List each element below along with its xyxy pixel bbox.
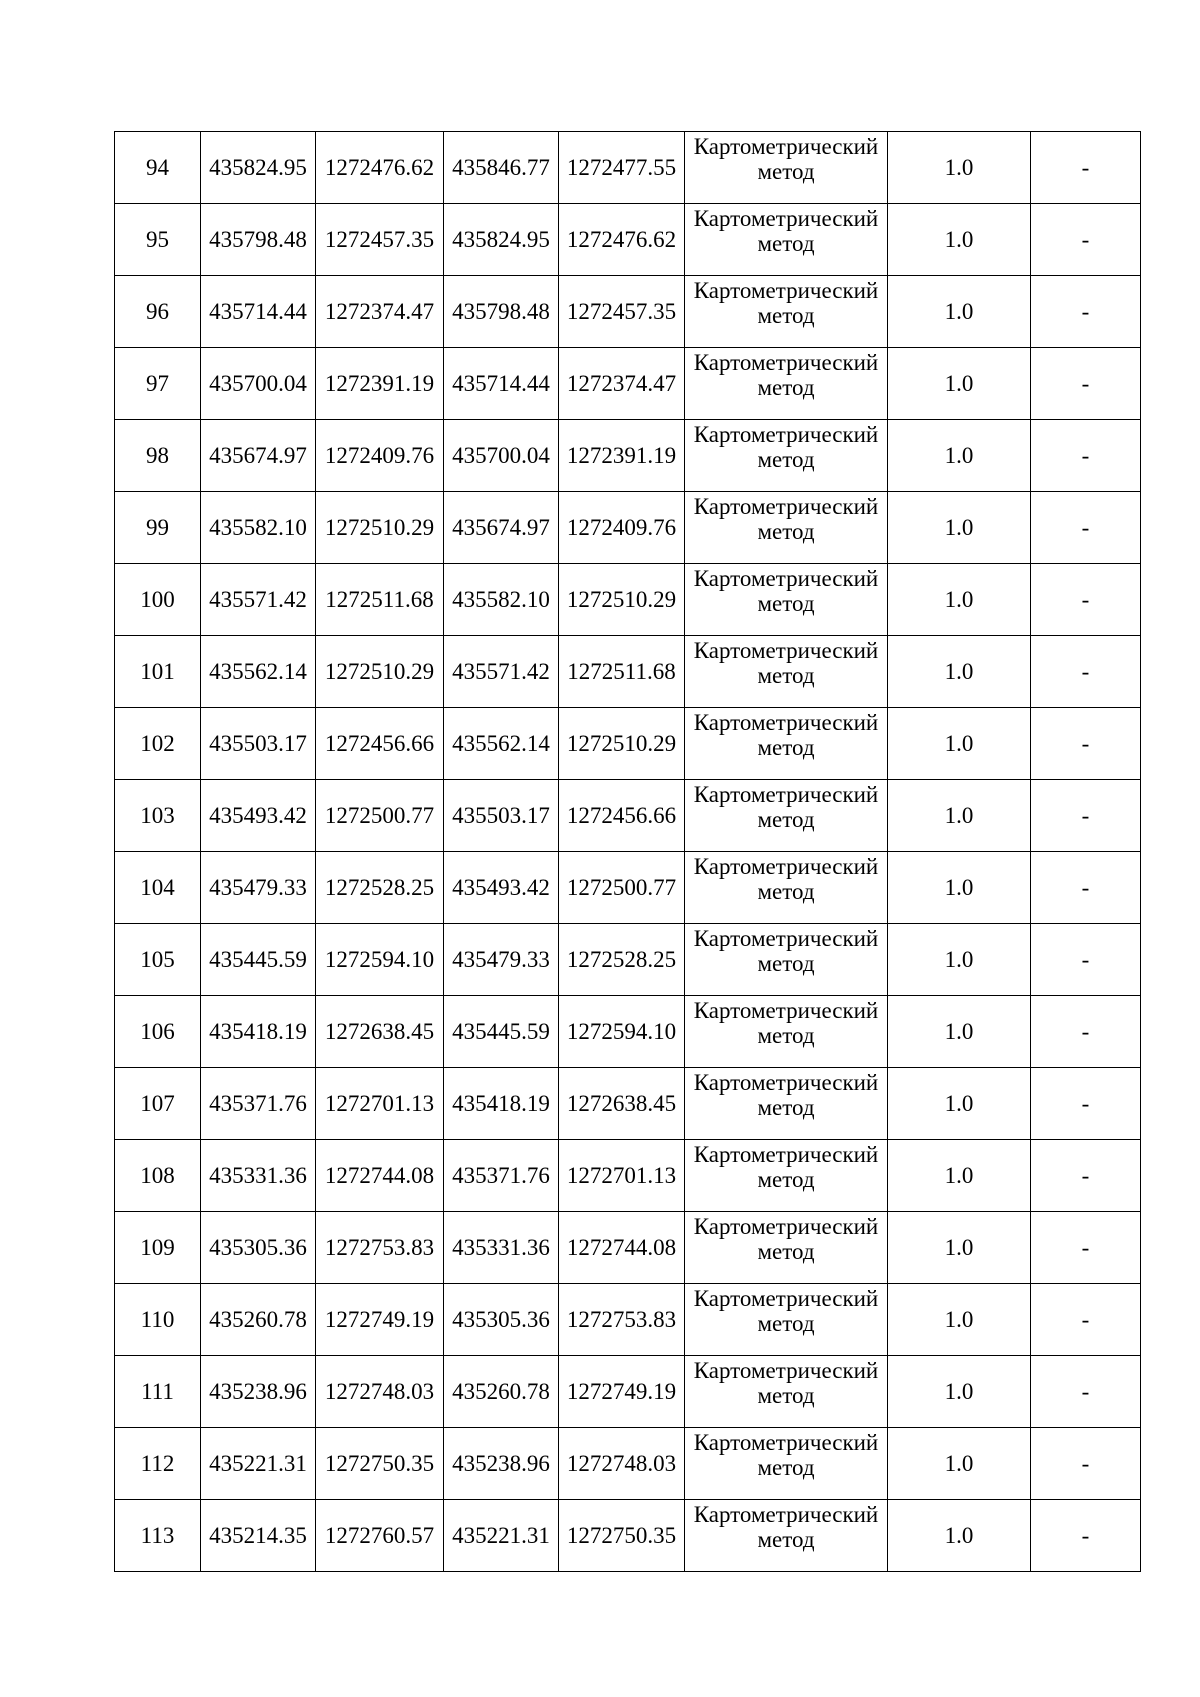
x-end-cell: 435479.33 [444,924,559,996]
method-line-1: Картометрический [693,350,879,375]
method-cell [685,204,888,276]
accuracy-cell: 1.0 [888,1356,1031,1428]
point-number-cell: 112 [115,1428,201,1500]
x-end-cell: 435418.19 [444,1068,559,1140]
y-end-cell: 1272753.83 [559,1284,685,1356]
x-start-cell: 435582.10 [201,492,316,564]
method-line-2: метод [757,1239,815,1264]
x-end-cell: 435846.77 [444,132,559,204]
point-number-cell: 95 [115,204,201,276]
y-start-cell: 1272701.13 [316,1068,444,1140]
point-number-cell: 108 [115,1140,201,1212]
accuracy-cell: 1.0 [888,1212,1031,1284]
y-end-cell: 1272638.45 [559,1068,685,1140]
x-start-cell: 435479.33 [201,852,316,924]
method-line-2: метод [757,663,815,688]
description-cell: - [1031,780,1141,852]
y-end-cell: 1272749.19 [559,1356,685,1428]
accuracy-cell: 1.0 [888,852,1031,924]
table-row [115,564,1141,636]
point-number-cell: 103 [115,780,201,852]
point-number-cell: 100 [115,564,201,636]
description-cell: - [1031,1212,1141,1284]
method-line-2: метод [757,519,815,544]
y-end-cell: 1272701.13 [559,1140,685,1212]
method-line-2: метод [757,1455,815,1480]
method-line-2: метод [757,1095,815,1120]
x-end-cell: 435562.14 [444,708,559,780]
description-cell: - [1031,132,1141,204]
method-line-2: метод [757,375,815,400]
method-line-1: Картометрический [693,278,879,303]
y-end-cell: 1272500.77 [559,852,685,924]
point-number-cell: 104 [115,852,201,924]
description-cell: - [1031,348,1141,420]
method-cell [685,1068,888,1140]
method-line-2: метод [757,1527,815,1552]
method-line-1: Картометрический [693,998,879,1023]
accuracy-cell: 1.0 [888,708,1031,780]
description-cell: - [1031,1500,1141,1572]
x-end-cell: 435824.95 [444,204,559,276]
y-end-cell: 1272391.19 [559,420,685,492]
y-start-cell: 1272457.35 [316,204,444,276]
x-start-cell: 435221.31 [201,1428,316,1500]
point-number-cell: 111 [115,1356,201,1428]
y-end-cell: 1272510.29 [559,708,685,780]
method-line-1: Картометрический [693,1214,879,1239]
y-start-cell: 1272510.29 [316,492,444,564]
accuracy-cell: 1.0 [888,636,1031,708]
method-line-1: Картометрический [693,1502,879,1527]
x-start-cell: 435214.35 [201,1500,316,1572]
table-row [115,1356,1141,1428]
boundary-coordinates-table [114,131,1141,1572]
method-cell [685,1284,888,1356]
method-cell [685,636,888,708]
method-line-2: метод [757,231,815,256]
x-end-cell: 435571.42 [444,636,559,708]
method-line-1: Картометрический [693,638,879,663]
method-line-1: Картометрический [693,710,879,735]
y-start-cell: 1272594.10 [316,924,444,996]
x-start-cell: 435305.36 [201,1212,316,1284]
method-line-2: метод [757,591,815,616]
method-line-2: метод [757,1167,815,1192]
method-cell [685,780,888,852]
table-row [115,348,1141,420]
y-end-cell: 1272456.66 [559,780,685,852]
method-line-1: Картометрический [693,1286,879,1311]
y-end-cell: 1272374.47 [559,348,685,420]
method-line-2: метод [757,951,815,976]
y-end-cell: 1272748.03 [559,1428,685,1500]
y-start-cell: 1272476.62 [316,132,444,204]
description-cell: - [1031,924,1141,996]
table-row [115,708,1141,780]
accuracy-cell: 1.0 [888,1284,1031,1356]
method-line-1: Картометрический [693,566,879,591]
method-line-1: Картометрический [693,926,879,951]
method-line-2: метод [757,879,815,904]
description-cell: - [1031,564,1141,636]
x-start-cell: 435562.14 [201,636,316,708]
accuracy-cell: 1.0 [888,1428,1031,1500]
method-cell [685,492,888,564]
point-number-cell: 94 [115,132,201,204]
description-cell: - [1031,708,1141,780]
x-start-cell: 435331.36 [201,1140,316,1212]
method-cell [685,996,888,1068]
table-body [115,132,1141,1572]
method-cell [685,708,888,780]
x-start-cell: 435371.76 [201,1068,316,1140]
description-cell: - [1031,1356,1141,1428]
method-cell [685,564,888,636]
x-end-cell: 435238.96 [444,1428,559,1500]
table-row [115,636,1141,708]
y-end-cell: 1272594.10 [559,996,685,1068]
y-start-cell: 1272374.47 [316,276,444,348]
method-cell [685,1428,888,1500]
method-cell [685,276,888,348]
accuracy-cell: 1.0 [888,348,1031,420]
method-line-1: Картометрический [693,1142,879,1167]
y-start-cell: 1272528.25 [316,852,444,924]
accuracy-cell: 1.0 [888,204,1031,276]
y-start-cell: 1272749.19 [316,1284,444,1356]
x-end-cell: 435798.48 [444,276,559,348]
y-start-cell: 1272391.19 [316,348,444,420]
point-number-cell: 99 [115,492,201,564]
y-start-cell: 1272753.83 [316,1212,444,1284]
method-line-2: метод [757,159,815,184]
x-end-cell: 435221.31 [444,1500,559,1572]
x-end-cell: 435700.04 [444,420,559,492]
y-start-cell: 1272748.03 [316,1356,444,1428]
table-row [115,780,1141,852]
x-start-cell: 435493.42 [201,780,316,852]
method-line-2: метод [757,1023,815,1048]
accuracy-cell: 1.0 [888,564,1031,636]
table-row [115,1068,1141,1140]
description-cell: - [1031,1068,1141,1140]
accuracy-cell: 1.0 [888,420,1031,492]
method-line-1: Картометрический [693,1430,879,1455]
x-end-cell: 435503.17 [444,780,559,852]
x-start-cell: 435700.04 [201,348,316,420]
y-start-cell: 1272500.77 [316,780,444,852]
y-end-cell: 1272528.25 [559,924,685,996]
description-cell: - [1031,204,1141,276]
description-cell: - [1031,492,1141,564]
x-start-cell: 435503.17 [201,708,316,780]
x-start-cell: 435674.97 [201,420,316,492]
method-line-1: Картометрический [693,494,879,519]
y-start-cell: 1272409.76 [316,420,444,492]
y-start-cell: 1272638.45 [316,996,444,1068]
method-line-1: Картометрический [693,1358,879,1383]
table-row [115,924,1141,996]
y-end-cell: 1272476.62 [559,204,685,276]
x-end-cell: 435331.36 [444,1212,559,1284]
y-end-cell: 1272750.35 [559,1500,685,1572]
table-row [115,492,1141,564]
x-start-cell: 435571.42 [201,564,316,636]
table-row [115,1428,1141,1500]
accuracy-cell: 1.0 [888,1140,1031,1212]
method-line-1: Картометрический [693,422,879,447]
method-cell [685,348,888,420]
y-start-cell: 1272750.35 [316,1428,444,1500]
description-cell: - [1031,636,1141,708]
x-start-cell: 435418.19 [201,996,316,1068]
description-cell: - [1031,1428,1141,1500]
method-line-2: метод [757,807,815,832]
x-start-cell: 435798.48 [201,204,316,276]
method-cell [685,1212,888,1284]
description-cell: - [1031,276,1141,348]
x-end-cell: 435305.36 [444,1284,559,1356]
y-end-cell: 1272409.76 [559,492,685,564]
method-line-2: метод [757,303,815,328]
x-end-cell: 435674.97 [444,492,559,564]
point-number-cell: 102 [115,708,201,780]
method-cell [685,1356,888,1428]
method-line-2: метод [757,1383,815,1408]
method-line-2: метод [757,735,815,760]
point-number-cell: 107 [115,1068,201,1140]
table-row [115,204,1141,276]
description-cell: - [1031,996,1141,1068]
method-line-1: Картометрический [693,206,879,231]
table-row [115,1140,1141,1212]
x-start-cell: 435260.78 [201,1284,316,1356]
x-end-cell: 435260.78 [444,1356,559,1428]
x-end-cell: 435493.42 [444,852,559,924]
x-start-cell: 435445.59 [201,924,316,996]
accuracy-cell: 1.0 [888,924,1031,996]
method-cell [685,852,888,924]
y-start-cell: 1272744.08 [316,1140,444,1212]
x-start-cell: 435714.44 [201,276,316,348]
method-cell [685,132,888,204]
method-cell [685,924,888,996]
method-line-1: Картометрический [693,782,879,807]
x-end-cell: 435445.59 [444,996,559,1068]
x-end-cell: 435582.10 [444,564,559,636]
accuracy-cell: 1.0 [888,996,1031,1068]
point-number-cell: 98 [115,420,201,492]
accuracy-cell: 1.0 [888,492,1031,564]
table-row [115,996,1141,1068]
point-number-cell: 110 [115,1284,201,1356]
y-start-cell: 1272511.68 [316,564,444,636]
point-number-cell: 97 [115,348,201,420]
y-end-cell: 1272511.68 [559,636,685,708]
y-start-cell: 1272456.66 [316,708,444,780]
point-number-cell: 109 [115,1212,201,1284]
table-row [115,1500,1141,1572]
table-row [115,420,1141,492]
accuracy-cell: 1.0 [888,780,1031,852]
y-end-cell: 1272457.35 [559,276,685,348]
description-cell: - [1031,420,1141,492]
x-start-cell: 435238.96 [201,1356,316,1428]
method-line-1: Картометрический [693,1070,879,1095]
point-number-cell: 96 [115,276,201,348]
y-start-cell: 1272510.29 [316,636,444,708]
y-end-cell: 1272477.55 [559,132,685,204]
table-row [115,1212,1141,1284]
y-start-cell: 1272760.57 [316,1500,444,1572]
description-cell: - [1031,1140,1141,1212]
method-line-2: метод [757,1311,815,1336]
accuracy-cell: 1.0 [888,1068,1031,1140]
description-cell: - [1031,852,1141,924]
method-line-1: Картометрический [693,854,879,879]
table-row [115,132,1141,204]
point-number-cell: 101 [115,636,201,708]
method-line-1: Картометрический [693,134,879,159]
point-number-cell: 113 [115,1500,201,1572]
table-row [115,1284,1141,1356]
accuracy-cell: 1.0 [888,1500,1031,1572]
x-end-cell: 435371.76 [444,1140,559,1212]
x-end-cell: 435714.44 [444,348,559,420]
table-row [115,852,1141,924]
method-cell [685,1500,888,1572]
y-end-cell: 1272510.29 [559,564,685,636]
method-line-2: метод [757,447,815,472]
accuracy-cell: 1.0 [888,276,1031,348]
point-number-cell: 105 [115,924,201,996]
table-row [115,276,1141,348]
point-number-cell: 106 [115,996,201,1068]
method-cell [685,420,888,492]
accuracy-cell: 1.0 [888,132,1031,204]
description-cell: - [1031,1284,1141,1356]
method-cell [685,1140,888,1212]
x-start-cell: 435824.95 [201,132,316,204]
y-end-cell: 1272744.08 [559,1212,685,1284]
